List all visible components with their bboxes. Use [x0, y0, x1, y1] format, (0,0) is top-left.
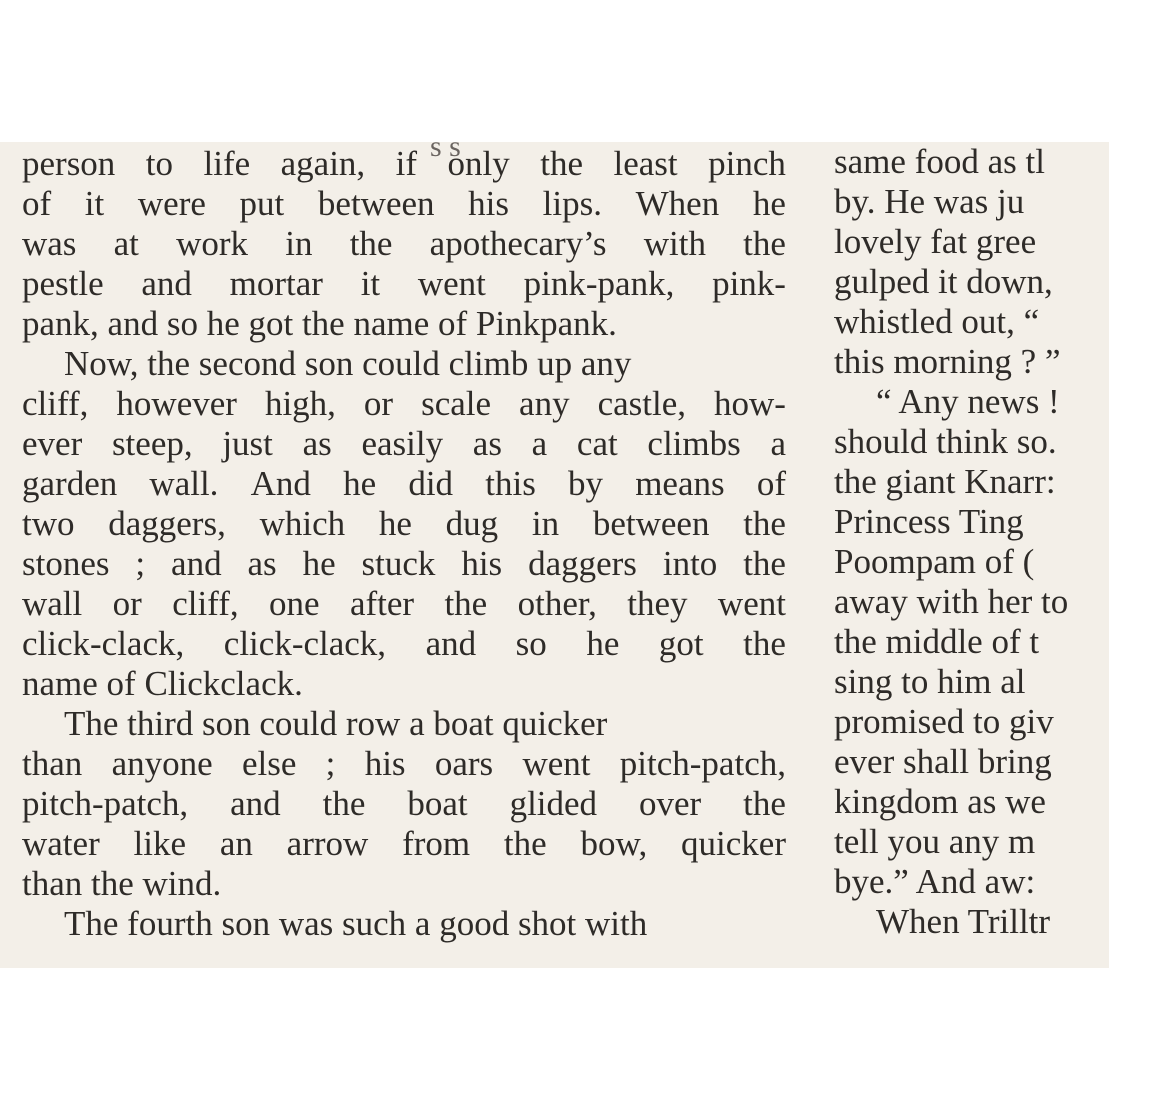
text-line: was at work in the apothecary’s with the	[22, 224, 786, 263]
text-line: sing to him al	[834, 662, 1026, 701]
text-line: ever steep, just as easily as a cat climbs a	[22, 424, 786, 463]
text-line: of it were put between his lips. When he	[22, 184, 786, 223]
text-line: stones ; and as he stuck his daggers into the	[22, 544, 786, 583]
text-line: bye.” And aw:	[834, 862, 1036, 901]
text-line: pestle and mortar it went pink-pank, pink-	[22, 264, 786, 303]
text-line: ever shall bring	[834, 742, 1052, 781]
text-line: Princess Ting	[834, 502, 1024, 541]
text-line: click-clack, click-clack, and so he got the	[22, 624, 786, 663]
text-line: “ Any news !	[876, 382, 1060, 421]
text-line: The fourth son was such a good shot with	[64, 904, 648, 943]
text-line: wall or cliff, one after the other, they went	[22, 584, 786, 623]
text-line: person to life again, if only the least pinch	[22, 144, 786, 183]
text-line: pitch-patch, and the boat glided over the	[22, 784, 786, 823]
text-line: promised to giv	[834, 702, 1054, 741]
text-line: kingdom as we	[834, 782, 1046, 821]
text-line: garden wall. And he did this by means of	[22, 464, 786, 503]
text-line: the middle of t	[834, 622, 1040, 661]
text-line: pank, and so he got the name of Pinkpank.	[22, 304, 617, 343]
text-line: this morning ? ”	[834, 342, 1061, 381]
text-line: away with her to	[834, 582, 1069, 621]
text-line: same food as tl	[834, 142, 1045, 181]
text-line: Poompam of (	[834, 542, 1035, 581]
text-line: The third son could row a boat quicker	[64, 704, 608, 743]
page-clipping	[0, 130, 1109, 968]
text-line: cliff, however high, or scale any castle, how-	[22, 384, 786, 423]
text-line: two daggers, which he dug in between the	[22, 504, 786, 543]
text-line: name of Clickclack.	[22, 664, 303, 703]
text-line: should think so.	[834, 422, 1057, 461]
text-line: than the wind.	[22, 864, 222, 903]
text-line: tell you any m	[834, 822, 1036, 861]
cropped-top-text-fragment: s s	[430, 130, 461, 163]
text-line: than anyone else ; his oars went pitch-patch,	[22, 744, 786, 783]
text-line: whistled out, “	[834, 302, 1040, 341]
text-line: by. He was ju	[834, 182, 1025, 221]
text-line: lovely fat gree	[834, 222, 1037, 261]
text-line: water like an arrow from the bow, quicker	[22, 824, 786, 863]
text-line: When Trilltr	[876, 902, 1051, 941]
text-line: the giant Knarr:	[834, 462, 1056, 501]
text-line: Now, the second son could climb up any	[64, 344, 632, 383]
text-line: gulped it down,	[834, 262, 1053, 301]
